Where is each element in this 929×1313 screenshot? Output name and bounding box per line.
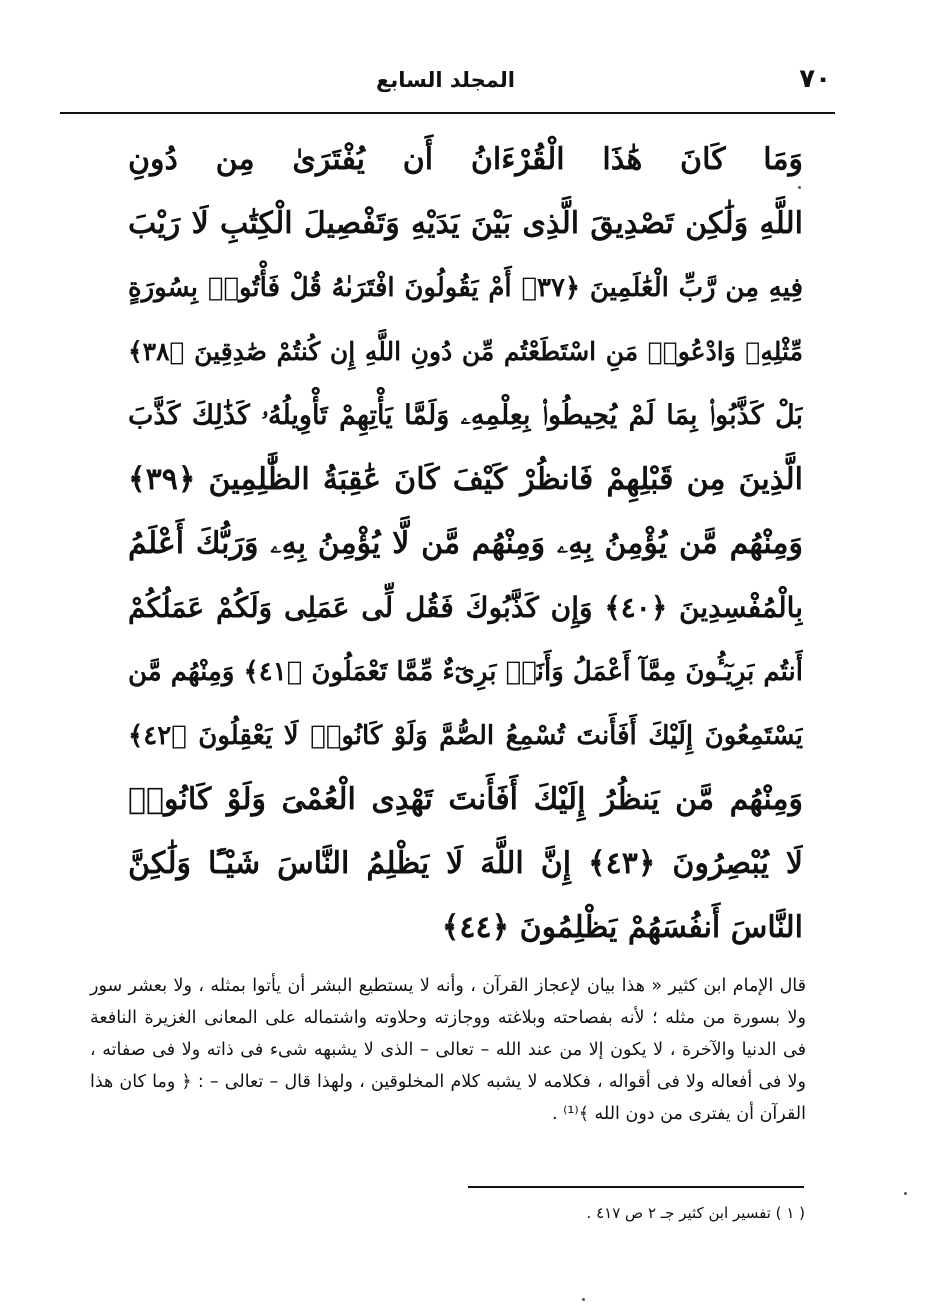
verse-line: وَمِنْهُم مَّن يَنظُرُ إِلَيْكَ أَفَأَنتَ تَهْدِى الْعُمْىَ وَلَوْ كَانُوا۟ (128, 782, 803, 817)
verse-line: أَنتُم بَرِيٓـُٔونَ مِمَّآ أَعْمَلُ وَأَنَا۠ بَرِىٓءٌ مِّمَّا تَعْمَلُونَ ﴿٤١﴾ وَمِنْهُم مَّن (128, 657, 803, 687)
quran-verses-block (128, 128, 803, 960)
verse-line: اللَّهِ وَلَٰكِن تَصْدِيقَ الَّذِى بَيْنَ يَدَيْهِ وَتَفْصِيلَ الْكِتَٰبِ لَا رَيْبَ (128, 206, 803, 241)
verse-line: مِّثْلِهِۦ وَادْعُوا۟ مَنِ اسْتَطَعْتُم مِّن دُونِ اللَّهِ إِن كُنتُمْ صَٰدِقِينَ ﴿٣٨﴾ (128, 337, 803, 366)
print-speck (798, 186, 801, 189)
commentary-paragraph (90, 970, 806, 1130)
verse-line: وَمَا كَانَ هَٰذَا الْقُرْءَانُ أَن يُفْتَرَىٰ مِن دُونِ (128, 142, 803, 177)
footnote-rule (468, 1186, 804, 1188)
verse-line: الَّذِينَ مِن قَبْلِهِمْ فَانظُرْ كَيْفَ كَانَ عَٰقِبَةُ الظَّٰلِمِينَ ﴿٣٩﴾ (128, 462, 803, 497)
page-number: ٧٠ (799, 64, 831, 94)
verse-line: وَمِنْهُم مَّن يُؤْمِنُ بِهِۦ وَمِنْهُم مَّن لَّا يُؤْمِنُ بِهِۦ وَرَبُّكَ أَعْلَمُ (128, 526, 803, 561)
page-header (60, 58, 831, 110)
verse-line: بَلْ كَذَّبُوا۟ بِمَا لَمْ يُحِيطُوا۟ بِعِلْمِهِۦ وَلَمَّا يَأْتِهِمْ تَأْوِيلُهُۥ كَذَٰلِكَ كَذَّبَ (128, 400, 803, 431)
verse-line: بِالْمُفْسِدِينَ ﴿٤٠﴾ وَإِن كَذَّبُوكَ فَقُل لِّى عَمَلِى وَلَكُمْ عَمَلُكُمْ (128, 591, 803, 624)
verse-line: فِيهِ مِن رَّبِّ الْعَٰلَمِينَ ﴿٣٧﴾ أَمْ يَقُولُونَ افْتَرَىٰهُ قُلْ فَأْتُوا۟ بِسُورَةٍ (128, 273, 803, 303)
footnote: ( ١ ) تفسير ابن كثير جـ ٢ ص ٤١٧ . (586, 1204, 805, 1222)
verse-line: يَسْتَمِعُونَ إِلَيْكَ أَفَأَنتَ تُسْمِعُ الصُّمَّ وَلَوْ كَانُوا۟ لَا يَعْقِلُونَ ﴿٤٢﴾ (128, 721, 803, 751)
verse-line: النَّاسَ أَنفُسَهُمْ يَظْلِمُونَ ﴿٤٤﴾ (441, 910, 803, 945)
print-speck (904, 1192, 907, 1195)
running-title: المجلد السابع (376, 68, 515, 92)
print-speck (582, 1298, 585, 1301)
verse-line: لَا يُبْصِرُونَ ﴿٤٣﴾ إِنَّ اللَّهَ لَا يَظْلِمُ النَّاسَ شَيْـًٔا وَلَٰكِنَّ (128, 846, 803, 881)
header-rule (60, 112, 835, 114)
commentary-text: قال الإمام ابن كثير « هذا بيان لإعجاز القرآن ، وأنه لا يستطيع البشر أن يأتوا بمثله ، ولا بعشر سور ولا بسورة من مثله ؛ لأنه بفصاحته وبلاغته ووجازته وحلاوته واشتماله على المعانى الغزيرة النافعة فى الدنيا والآخرة ، لا يكون إلا من عند الله – تعالى – الذى لا يشبهه شىء فى ذاته ولا فى صفاته ، ولا فى أفعاله ولا فى أقواله ، فكلامه لا يشبه كلام المخلوقين ، ولهذا قال – تعالى – : ﴿ وما كان هذا القرآن أن يفترى من دون الله ﴾⁽¹⁾ . (90, 976, 806, 1124)
